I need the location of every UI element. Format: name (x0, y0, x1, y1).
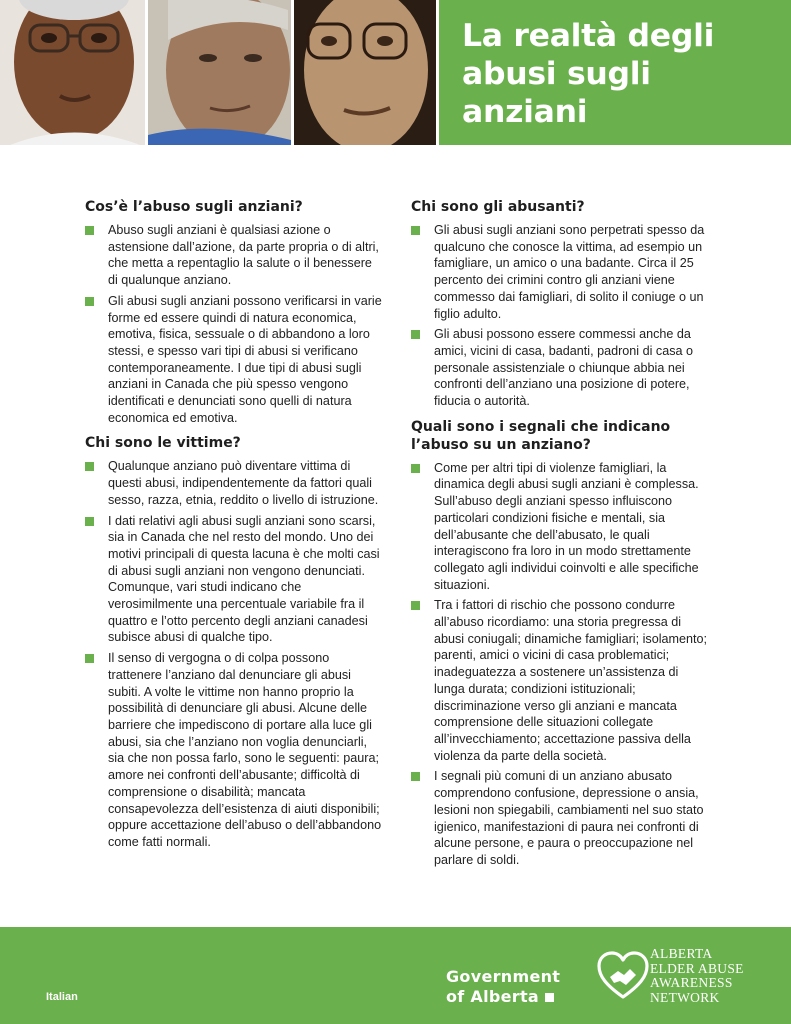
bullet-square-icon (85, 462, 94, 471)
section-heading: Chi sono le vittime? (85, 435, 241, 452)
elderly-woman-photo (148, 0, 291, 145)
list-item-text: Gli abusi sugli anziani possono verificarsi in varie forme ed essere quindi di natura economica, emotiva, fisica, sessuale o di abbandono a loro stessi, e spesso vari tipi di abusi si verificano contemporaneamente. I due tipi di abusi sugli anziani in Canada che più spesso vengono identificati e denunciati sono quelli di natura economica ed emotiva. (108, 293, 382, 425)
elderly-man-glasses-photo (0, 0, 145, 145)
list-item (411, 597, 711, 764)
bullet-list (411, 222, 711, 410)
network-line: AWARENESS (650, 975, 733, 990)
left-column (85, 198, 383, 859)
section-heading: Cos’è l’abuso sugli anziani? (85, 199, 303, 215)
list-item-text: Abuso sugli anziani è qualsiasi azione o astensione dall’azione, da parte propria o di altri, che metta a repentaglio la salute o il benessere di qualunque anziano. (108, 223, 379, 288)
section-what-is-abuse (85, 198, 383, 426)
section-heading: Chi sono gli abusanti? (411, 199, 585, 215)
list-item-text: Il senso di vergogna o di colpa possono trattenere l’anziano dal denunciare gli abusi subiti. A volte le vittime non hanno proprio la possibilità di denunciare gli abusi. Alcune delle barriere che impediscono di portare alla luce gli abusi, sia che l’anziano non voglia denunciarli, sia che non possa farlo, sono le seguenti: paura; amore nei confronti dell’abusante; difficoltà di comprensione o disabilità; mancata consapevolezza dell’esistenza di aiuti disponibili; oppure accettazione dell’abuso o dell’abbandono come fatti normali. (108, 651, 382, 849)
title-line: abusi sugli (462, 56, 651, 92)
list-item-text: Gli abusi sugli anziani sono perpetrati spesso da qualcuno che conosce la vittima, ad esempio un famigliare, un amico o una badante. Circa il 25 percento dei crimini contro gli anziani viene commesso dai famigliari, di solito il coniuge o un figlio adulto. (434, 223, 705, 321)
list-item (411, 326, 711, 410)
list-item (85, 650, 383, 850)
gov-line: Government (446, 967, 561, 986)
list-item (411, 768, 711, 868)
gov-line: of Alberta (446, 987, 540, 1006)
title-line: La realtà degli (462, 18, 715, 54)
footer-bar (0, 927, 791, 1024)
list-item-text: Gli abusi possono essere commessi anche da amici, vicini di casa, badanti, padroni di casa o personale assistenziale o chiunque abbia nei confronti dell’anziano una posizione di potere, fiducia o autorità. (434, 327, 694, 409)
bullet-square-icon (411, 330, 420, 339)
section-warning-signs (411, 418, 711, 869)
header-photos (0, 0, 436, 145)
list-item-text: I segnali più comuni di un anziano abusato comprendono confusione, depressione o ansia, lesioni non spiegabili, cambiamenti nel suo stato igienico, manifestazioni di paura nei confronti di alcune persone, e paura o preoccupazione nel parlare di soldi. (434, 769, 704, 867)
bullet-square-icon (85, 297, 94, 306)
network-name (650, 947, 744, 1005)
bullet-list (411, 460, 711, 869)
title-line: anziani (462, 94, 588, 130)
bullet-square-icon (411, 601, 420, 610)
bullet-square-icon (85, 517, 94, 526)
bullet-square-icon (411, 226, 420, 235)
list-item-text: Tra i fattori di rischio che possono condurre all’abuso ricordiamo: una storia pregressa di abusi coniugali; dinamiche famigliari; isolamento; parenti, amici o vicini di casa problematici; inadeguatezza a sostenere un’assistenza di lunga durata; condizioni istituzionali; discriminazione verso gli anziani e mancata comprensione delle situazioni collegate all’invecchiamento; accettazione passiva della violenza da parte della società. (434, 598, 708, 763)
elderly-man-sepia-photo (294, 0, 436, 145)
list-item-text: Come per altri tipi di violenze famigliari, la dinamica degli abusi sugli anziani è complessa. Sull’abuso degli anziani spesso influiscono particolari condizioni fisiche e mentali, sia dell’abusante che dell’abusato, le quali interagiscono fra loro in un modo strettamente collegato agli individui coinvolti e alle specifiche situazioni. (434, 460, 699, 592)
section-abusers (411, 198, 711, 410)
list-item (411, 460, 711, 594)
network-line: ELDER ABUSE (650, 960, 744, 976)
page-title (462, 17, 714, 131)
list-item (411, 222, 711, 322)
bullet-square-icon (411, 464, 420, 473)
bullet-list (85, 222, 383, 426)
list-item (85, 222, 383, 289)
network-line: NETWORK (650, 989, 720, 1005)
language-label: Italian (46, 991, 78, 1003)
heart-hands-logo-icon (596, 949, 650, 1003)
square-icon (545, 993, 554, 1002)
section-victims (85, 434, 383, 850)
bullet-square-icon (85, 226, 94, 235)
title-banner (439, 0, 791, 145)
list-item (85, 513, 383, 647)
list-item (85, 458, 383, 508)
bullet-square-icon (411, 772, 420, 781)
government-of-alberta-logo (446, 967, 560, 1007)
network-line: ALBERTA (650, 946, 713, 961)
bullet-list (85, 458, 383, 850)
right-column (411, 198, 711, 877)
list-item-text: I dati relativi agli abusi sugli anziani sono scarsi, sia in Canada che nel resto del mondo. Uno dei motivi principali di questa lacuna è che molti casi di abusi sugli anziani non vengono denunciati. Comunque, vari studi indicano che verosimilmente una percentuale variabile fra il quattro e l’otto percento degli anziani canadesi subisce abusi di qualche tipo. (108, 513, 380, 645)
bullet-square-icon (85, 654, 94, 663)
list-item-text: Qualunque anziano può diventare vittima di questi abusi, indipendentemente da fattori quali sesso, razza, etnia, reddito o livello di istruzione. (108, 459, 379, 507)
list-item (85, 293, 383, 427)
section-heading: Quali sono i segnali che indicano l’abuso su un anziano? (411, 418, 671, 453)
